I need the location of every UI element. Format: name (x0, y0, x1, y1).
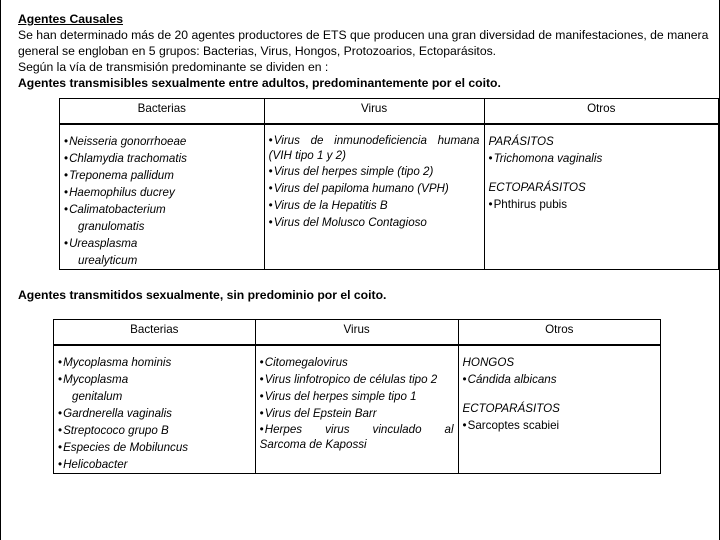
cell-otros (484, 124, 719, 270)
cell-virus (264, 124, 484, 270)
header-bacterias: Bacterias (54, 320, 256, 346)
group-title-hongos: HONGOS (462, 356, 515, 369)
table-header-row (60, 99, 719, 125)
page-left-border (0, 0, 1, 540)
header-otros: Otros (484, 99, 719, 125)
list-item: • Virus de la Hepatitis B (269, 197, 480, 214)
header-otros: Otros (458, 320, 660, 346)
header-virus: Virus (255, 320, 458, 346)
list-item: • Mycoplasma hominis (58, 354, 251, 371)
list-item: • Haemophilus ducrey (64, 184, 260, 201)
table-header-row (54, 320, 661, 346)
list-item: • Virus del Molusco Contagioso (269, 214, 480, 231)
intro-block (18, 11, 718, 91)
section-heading: Agentes Causales (18, 12, 123, 26)
list-item: • Sarcoptes scabiei (463, 417, 656, 434)
list-item: • Virus del Epstein Barr (260, 405, 454, 422)
list-item: • Ureasplasma (64, 235, 260, 252)
subheading: Agentes transmitidos sexualmente, sin predominio por el coito. (18, 288, 387, 302)
table-adult-transmission (59, 98, 719, 270)
cell-bacterias (60, 124, 265, 270)
intro-line-1: Se han determinado más de 20 agentes productores de ETS que producen una gran diversidad de manifestaciones, de manera (18, 28, 709, 42)
list-item: • Streptococo grupo B (58, 422, 251, 439)
cell-otros (458, 345, 660, 474)
list-item: • Citomegalovirus (260, 354, 454, 371)
list-item-continuation: urealyticum (78, 254, 138, 267)
group-title-parasitos: PARÁSITOS (488, 135, 554, 148)
list-item-continuation: granulomatis (78, 220, 145, 233)
table-body-row (54, 345, 661, 474)
list-item: • Mycoplasma (58, 371, 251, 388)
list-item-continuation: Sarcoma de Kapossi (259, 438, 367, 451)
list-item-continuation: genitalum (72, 390, 123, 403)
intro-line-3: Según la vía de transmisión predominante se dividen en : (18, 60, 329, 74)
list-item: • Neisseria gonorrhoeae (64, 133, 260, 150)
list-item: • Chlamydia trachomatis (64, 150, 260, 167)
list-item: • Virus del herpes simple (tipo 2) (269, 163, 480, 180)
list-item: • Cándida albicans (463, 371, 656, 388)
list-item: • Virus de inmunodeficiencia humana (269, 133, 480, 148)
cell-bacterias (54, 345, 256, 474)
group-title-ectoparasitos: ECTOPARÁSITOS (488, 181, 586, 194)
list-item: • Herpes virus vinculado al (260, 422, 454, 437)
list-item: • Virus del herpes simple tipo 1 (260, 388, 454, 405)
list-item: • Calimatobacterium (64, 201, 260, 218)
list-item: • Trichomona vaginalis (489, 150, 715, 167)
header-virus: Virus (264, 99, 484, 125)
list-item: • Especies de Mobiluncus (58, 439, 251, 456)
header-bacterias: Bacterias (60, 99, 265, 125)
table-non-coital-transmission (53, 319, 661, 474)
group-title-ectoparasitos: ECTOPARÁSITOS (462, 402, 560, 415)
list-item-continuation: (VIH tipo 1 y 2) (268, 149, 346, 162)
list-item: • Phthirus pubis (489, 196, 715, 213)
table-body-row (60, 124, 719, 270)
list-item: • Gardnerella vaginalis (58, 405, 251, 422)
intro-line-4: Agentes transmisibles sexualmente entre adultos, predominantemente por el coito. (18, 76, 501, 90)
list-item: • Virus linfotropico de células tipo 2 (260, 371, 454, 388)
list-item: • Virus del papiloma humano (VPH) (269, 180, 480, 197)
list-item: • Treponema pallidum (64, 167, 260, 184)
intro-line-2: general se engloban en 5 grupos: Bacterias, Virus, Hongos, Protozoarios, Ectoparásitos. (18, 44, 497, 58)
cell-virus (255, 345, 458, 474)
list-item: • Helicobacter (58, 456, 251, 473)
